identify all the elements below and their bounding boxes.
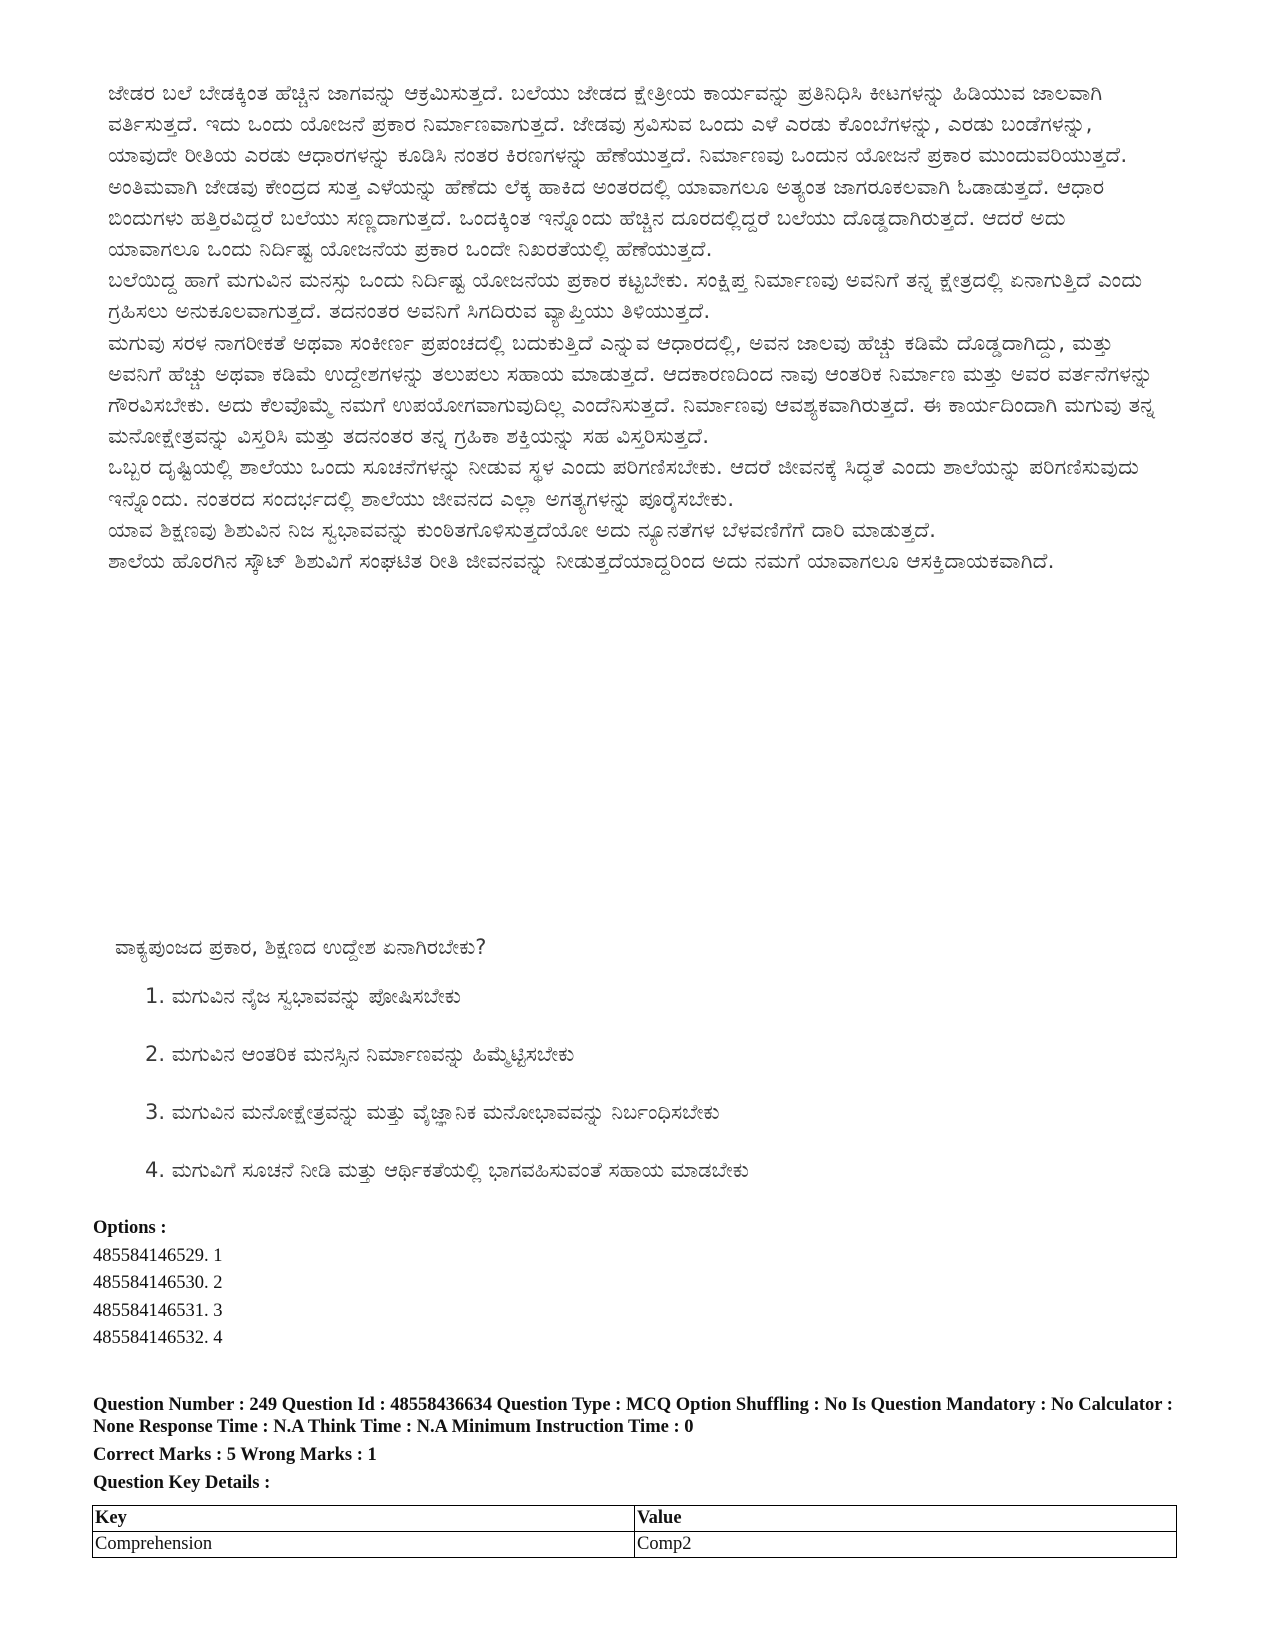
table-row xyxy=(93,1532,1177,1558)
key-details-heading: Question Key Details : xyxy=(93,1473,271,1493)
passage-paragraph: ಒಬ್ಬರ ದೃಷ್ಟಿಯಲ್ಲಿ ಶಾಲೆಯು ಒಂದು ಸೂಚನೆಗಳನ್ನು ನೀಡುವ ಸ್ಥಳ ಎಂದು ಪರಿಗಣಿಸಬೇಕು. ಆದರೆ ಜೀವನಕ್ಕೆ ಸಿದ್ಧತೆ ಎಂದು ಶಾಲೆಯನ್ನು ಪರಿಗಣಿಸುವುದು ಇನ್ನೊಂದು. ನಂತರದ ಸಂದರ್ಭದಲ್ಲಿ ಶಾಲೆಯು ಜೀವನದ ಎಲ್ಲಾ ಅಗತ್ಯಗಳನ್ನು ಪೂರೈಸಬೇಕು. xyxy=(108,455,1140,512)
passage-paragraph: ಯಾವ ಶಿಕ್ಷಣವು ಶಿಶುವಿನ ನಿಜ ಸ್ವಭಾವವನ್ನು ಕುಂಠಿತಗೊಳಿಸುತ್ತದೆಯೋ ಅದು ನ್ಯೂನತೆಗಳ ಬೆಳವಣಿಗೆಗೆ ದಾರಿ ಮಾಡುತ್ತದೆ. xyxy=(108,517,937,543)
question-metadata xyxy=(93,1394,1183,1500)
passage-paragraph: ಶಾಲೆಯ ಹೊರಗಿನ ಸ್ಕೌಟ್ ಶಿಶುವಿಗೆ ಸಂಘಟಿತ ರೀತಿ ಜೀವನವನ್ನು ನೀಡುತ್ತದೆಯಾದ್ದರಿಂದ ಅದು ನಮಗೆ ಯಾವಾಗಲೂ ಆಸಕ್ತಿದಾಯಕವಾಗಿದೆ. xyxy=(108,549,1055,575)
table-cell: Comprehension xyxy=(93,1532,635,1558)
passage-paragraph: ಜೇಡರ ಬಲೆ ಬೇಡಕ್ಕಿಂತ ಹೆಚ್ಚಿನ ಜಾಗವನ್ನು ಆಕ್ರಮಿಸುತ್ತದೆ. ಬಲೆಯು ಜೇಡದ ಕ್ಷೇತ್ರೀಯ ಕಾರ್ಯವನ್ನು ಪ್ರತಿನಿಧಿಸಿ ಕೀಟಗಳನ್ನು ಹಿಡಿಯುವ ಜಾಲವಾಗಿ ವರ್ತಿಸುತ್ತದೆ. ಇದು ಒಂದು ಯೋಜನೆ ಪ್ರಕಾರ ನಿರ್ಮಾಣವಾಗುತ್ತದೆ. ಜೇಡವು ಸ್ರವಿಸುವ ಒಂದು ಎಳೆ ಎರಡು ಕೊಂಬೆಗಳನ್ನು, ಎರಡು ಬಂಡೆಗಳನ್ನು, ಯಾವುದೇ ರೀತಿಯ ಎರಡು ಆಧಾರಗಳನ್ನು ಕೂಡಿಸಿ ನಂತರ ಕಿರಣಗಳನ್ನು ಹೆಣೆಯುತ್ತದೆ. ನಿರ್ಮಾಣವು ಒಂದುನ ಯೋಜನೆ ಪ್ರಕಾರ ಮುಂದುವರಿಯುತ್ತದೆ. ಅಂತಿಮವಾಗಿ ಜೇಡವು ಕೇಂದ್ರದ ಸುತ್ತ ಎಳೆಯನ್ನು ಹೆಣೆದು ಲೆಕ್ಕ ಹಾಕಿದ ಅಂತರದಲ್ಲಿ ಯಾವಾಗಲೂ ಅತ್ಯಂತ ಜಾಗರೂಕಲವಾಗಿ ಓಡಾಡುತ್ತದೆ. ಆಧಾರ ಬಿಂದುಗಳು ಹತ್ತಿರವಿದ್ದರೆ ಬಲೆಯು ಸಣ್ಣದಾಗುತ್ತದೆ. ಒಂದಕ್ಕಿಂತ ಇನ್ನೊಂದು ಹೆಚ್ಚಿನ ದೂರದಲ್ಲಿದ್ದರೆ ಬಲೆಯು ದೊಡ್ಡದಾಗಿರುತ್ತದೆ. ಆದರೆ ಅದು ಯಾವಾಗಲೂ ಒಂದು ನಿರ್ದಿಷ್ಟ ಯೋಜನೆಯ ಪ್ರಕಾರ ಒಂದೇ ನಿಖರತೆಯಲ್ಲಿ ಹೆಣೆಯುತ್ತದೆ. xyxy=(108,81,1128,263)
question-image xyxy=(115,935,1165,1216)
question-choice-4: 4. ಮಗುವಿಗೆ ಸೂಚನೆ ನೀಡಿ ಮತ್ತು ಆರ್ಥಿಕತೆಯಲ್ಲಿ ಭಾಗವಹಿಸುವಂತೆ ಸಹಾಯ ಮಾಡಬೇಕು xyxy=(145,1158,749,1182)
passage-paragraph: ಬಲೆಯಿದ್ದ ಹಾಗೆ ಮಗುವಿನ ಮನಸ್ಸು ಒಂದು ನಿರ್ದಿಷ್ಟ ಯೋಜನೆಯ ಪ್ರಕಾರ ಕಟ್ಟಬೇಕು. ಸಂಕ್ಷಿಪ್ತ ನಿರ್ಮಾಣವು ಅವನಿಗೆ ತನ್ನ ಕ್ಷೇತ್ರದಲ್ಲಿ ಏನಾಗುತ್ತಿದೆ ಎಂದು ಗ್ರಹಿಸಲು ಅನುಕೂಲವಾಗುತ್ತದೆ. ತದನಂತರ ಅವನಿಗೆ ಸಿಗದಿರುವ ವ್ಯಾಪ್ತಿಯು ತಿಳಿಯುತ್ತದೆ. xyxy=(108,268,1143,325)
question-choice-1: 1. ಮಗುವಿನ ನೈಜ ಸ್ವಭಾವವನ್ನು ಪೋಷಿಸಬೇಕು xyxy=(145,984,461,1008)
question-stem: ವಾಕ್ಯಪುಂಜದ ಪ್ರಕಾರ, ಶಿಕ್ಷಣದ ಉದ್ದೇಶ ಏನಾಗಿರಬೇಕು? xyxy=(115,935,487,959)
passage-paragraph: ಮಗುವು ಸರಳ ನಾಗರೀಕತೆ ಅಥವಾ ಸಂಕೀರ್ಣ ಪ್ರಪಂಚದಲ್ಲಿ ಬದುಕುತ್ತಿದೆ ಎನ್ನುವ ಆಧಾರದಲ್ಲಿ, ಅವನ ಜಾಲವು ಹೆಚ್ಚು ಕಡಿಮೆ ದೊಡ್ಡದಾಗಿದ್ದು, ಮತ್ತು ಅವನಿಗೆ ಹೆಚ್ಚು ಅಥವಾ ಕಡಿಮೆ ಉದ್ದೇಶಗಳನ್ನು ತಲುಪಲು ಸಹಾಯ ಮಾಡುತ್ತದೆ. ಆದಕಾರಣದಿಂದ ನಾವು ಆಂತರಿಕ ನಿರ್ಮಾಣ ಮತ್ತು ಅವರ ವರ್ತನೆಗಳನ್ನು ಗೌರವಿಸಬೇಕು. ಅದು ಕೆಲವೊಮ್ಮೆ ನಮಗೆ ಉಪಯೋಗವಾಗುವುದಿಲ್ಲ ಎಂದೆನಿಸುತ್ತದೆ. ನಿರ್ಮಾಣವು ಆವಶ್ಯಕವಾಗಿರುತ್ತದೆ. ಈ ಕಾರ್ಯದಿಂದಾಗಿ ಮಗುವು ತನ್ನ ಮನೋಕ್ಷೇತ್ರವನ್ನು ವಿಸ್ತರಿಸಿ ಮತ್ತು ತದನಂತರ ತನ್ನ ಗ್ರಹಿಕಾ ಶಕ್ತಿಯನ್ನು ಸಹ ವಿಸ್ತರಿಸುತ್ತದೆ. xyxy=(108,330,1156,450)
passage-image xyxy=(108,78,1158,577)
question-choice-3: 3. ಮಗುವಿನ ಮನೋಕ್ಷೇತ್ರವನ್ನು ಮತ್ತು ವೈಜ್ಞಾನಿಕ ಮನೋಭಾವವನ್ನು ನಿರ್ಬಂಧಿಸಬೇಕು xyxy=(145,1100,720,1124)
question-info-line: Question Number : 249 Question Id : 48558436634 Question Type : MCQ Option Shuffling : No Is Question Mandatory : No Calculator : None Response Time : N.A Think Time : N.A Minimum Instruction Time : 0 xyxy=(93,1395,1173,1437)
option-item: 485584146531. 3 xyxy=(93,1300,223,1321)
option-item: 485584146530. 2 xyxy=(93,1273,223,1293)
option-item: 485584146529. 1 xyxy=(93,1245,223,1266)
question-key-table xyxy=(92,1505,1177,1558)
table-header-row xyxy=(93,1506,1177,1532)
option-item: 485584146532. 4 xyxy=(93,1328,223,1348)
marks-line: Correct Marks : 5 Wrong Marks : 1 xyxy=(93,1445,377,1465)
table-header-cell: Value xyxy=(635,1506,1177,1532)
options-title: Options : xyxy=(93,1218,167,1238)
table-header-cell: Key xyxy=(93,1506,635,1532)
table-cell: Comp2 xyxy=(635,1532,1177,1558)
question-choice-2: 2. ಮಗುವಿನ ಆಂತರಿಕ ಮನಸ್ಸಿನ ನಿರ್ಮಾಣವನ್ನು ಹಿಮ್ಮೆಟ್ಟಿಸಬೇಕು xyxy=(145,1042,575,1066)
options-list xyxy=(93,1215,223,1353)
